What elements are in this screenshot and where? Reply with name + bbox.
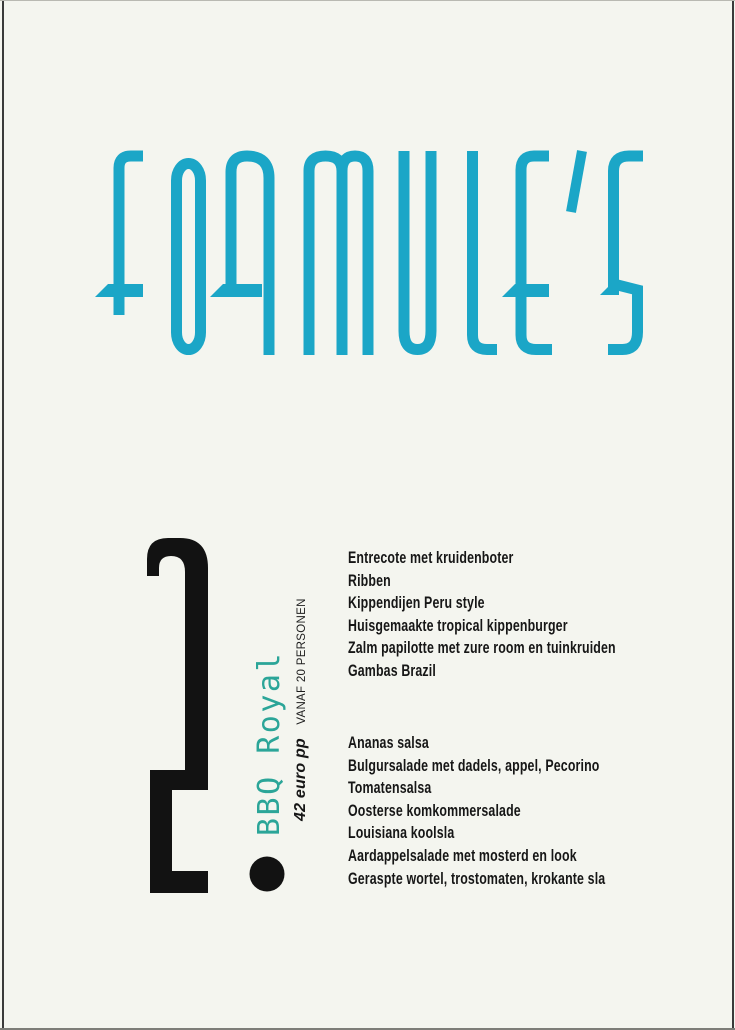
menu-item: Gambas Brazil xyxy=(348,661,436,680)
formula-price: 42 euro pp xyxy=(292,738,309,821)
menu-item: Aardappelsalade met mosterd en look xyxy=(348,846,577,865)
menu-list-mains xyxy=(348,547,616,683)
menu-item: Bulgursalade met dadels, appel, Pecorino xyxy=(348,756,600,775)
page-title-text xyxy=(97,145,98,146)
formula-min-persons: VANAF 20 PERSONEN xyxy=(296,598,308,725)
menu-item: Kippendijen Peru style xyxy=(348,594,485,613)
page-title xyxy=(97,145,653,357)
menu-item: Louisiana koolsla xyxy=(348,824,455,843)
formula-number-text xyxy=(147,538,148,539)
menu-list-sides xyxy=(348,732,605,890)
menu-item: Ribben xyxy=(348,571,391,590)
menu-item: Geraspte wortel, trostomaten, krokante sla xyxy=(348,869,606,888)
menu-item: Huisgemaakte tropical kippenburger xyxy=(348,616,568,635)
menu-item: Zalm papilotte met zure room en tuinkruiden xyxy=(348,639,616,658)
menu-item: Ananas salsa xyxy=(348,734,429,752)
formula-name: BBQ Royal xyxy=(252,650,287,836)
price-row xyxy=(292,598,310,821)
menu-item: Entrecote met kruidenboter xyxy=(348,549,514,567)
menu-item: Oosterse komkommersalade xyxy=(348,801,521,820)
menu-item: Tomatensalsa xyxy=(348,779,432,798)
